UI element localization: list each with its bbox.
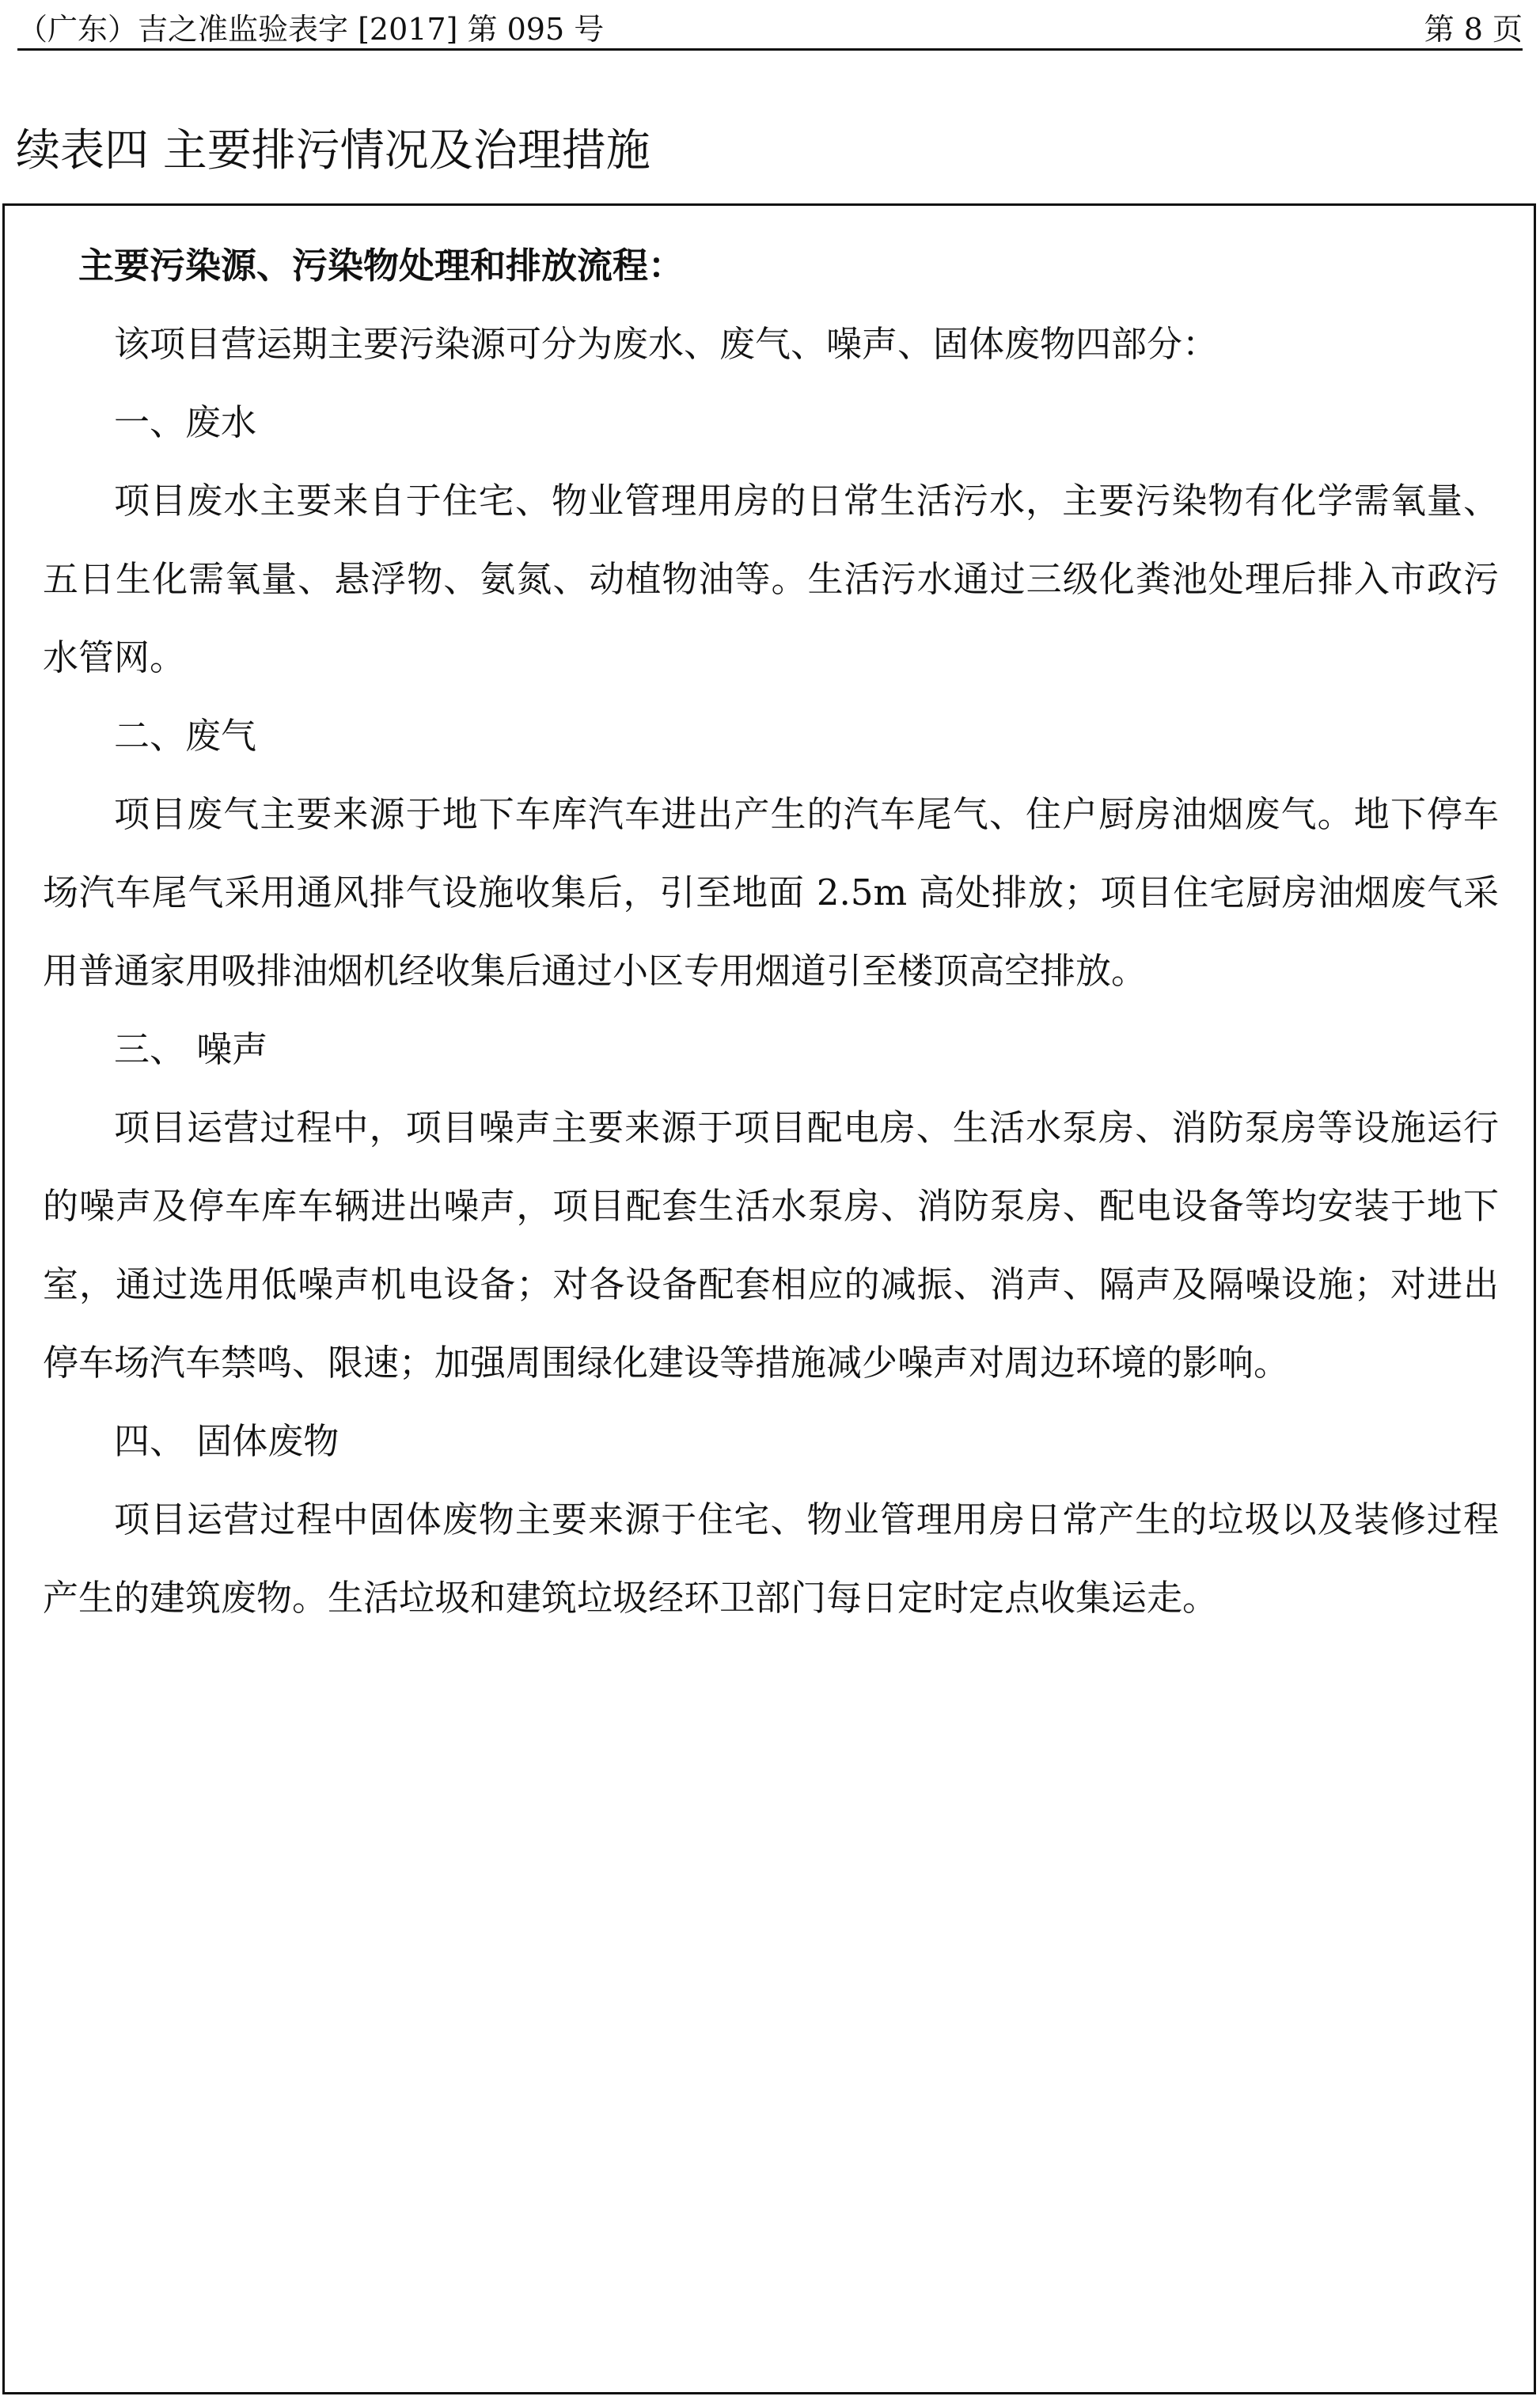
section-title: 续表四 主要排污情况及治理措施 xyxy=(16,125,651,177)
content-box xyxy=(2,203,1536,2394)
content-heading: 主要污染源、污染物处理和排放流程： xyxy=(78,245,685,287)
content-body xyxy=(43,226,1499,1637)
section-body-noise: 项目运营过程中，项目噪声主要来源于项目配电房、生活水泵房、消防泵房等设施运行的噪声及停车库车辆进出噪声，项目配套生活水泵房、消防泵房、配电设备等均安装于地下室，通过选用低噪声机电设备；对各设备配套相应的减振、消声、隔声及隔噪设施；对进出停车场汽车禁鸣、限速；加强周围绿化建设等措施减少噪声对周边环境的影响。 xyxy=(43,1107,1499,1384)
section-title-noise: 三、 噪声 xyxy=(114,1028,268,1070)
document-reference: （广东）吉之准监验表字 [2017] 第 095 号 xyxy=(17,12,605,47)
section-title-solid-waste: 四、 固体废物 xyxy=(114,1420,339,1462)
section-body-exhaust-gas: 项目废气主要来源于地下车库汽车进出产生的汽车尾气、住户厨房油烟废气。地下停车场汽车尾气采用通风排气设施收集后，引至地面 2.5m 高处排放；项目住宅厨房油烟废气采用普通家用吸排油烟机经收集后通过小区专用烟道引至楼顶高空排放。 xyxy=(43,793,1499,992)
intro-paragraph: 该项目营运期主要污染源可分为废水、废气、噪声、固体废物四部分： xyxy=(114,323,1219,365)
page-header xyxy=(17,8,1523,51)
section-title-wastewater: 一、废水 xyxy=(114,401,257,443)
section-body-solid-waste: 项目运营过程中固体废物主要来源于住宅、物业管理用房日常产生的垃圾以及装修过程产生的建筑废物。生活垃圾和建筑垃圾经环卫部门每日定时定点收集运走。 xyxy=(43,1498,1499,1619)
section-body-wastewater: 项目废水主要来自于住宅、物业管理用房的日常生活污水，主要污染物有化学需氧量、五日生化需氧量、悬浮物、氨氮、动植物油等。生活污水通过三级化粪池处理后排入市政污水管网。 xyxy=(43,480,1499,678)
section-title-exhaust-gas: 二、废气 xyxy=(114,715,257,757)
page-number: 第 8 页 xyxy=(1424,12,1523,47)
